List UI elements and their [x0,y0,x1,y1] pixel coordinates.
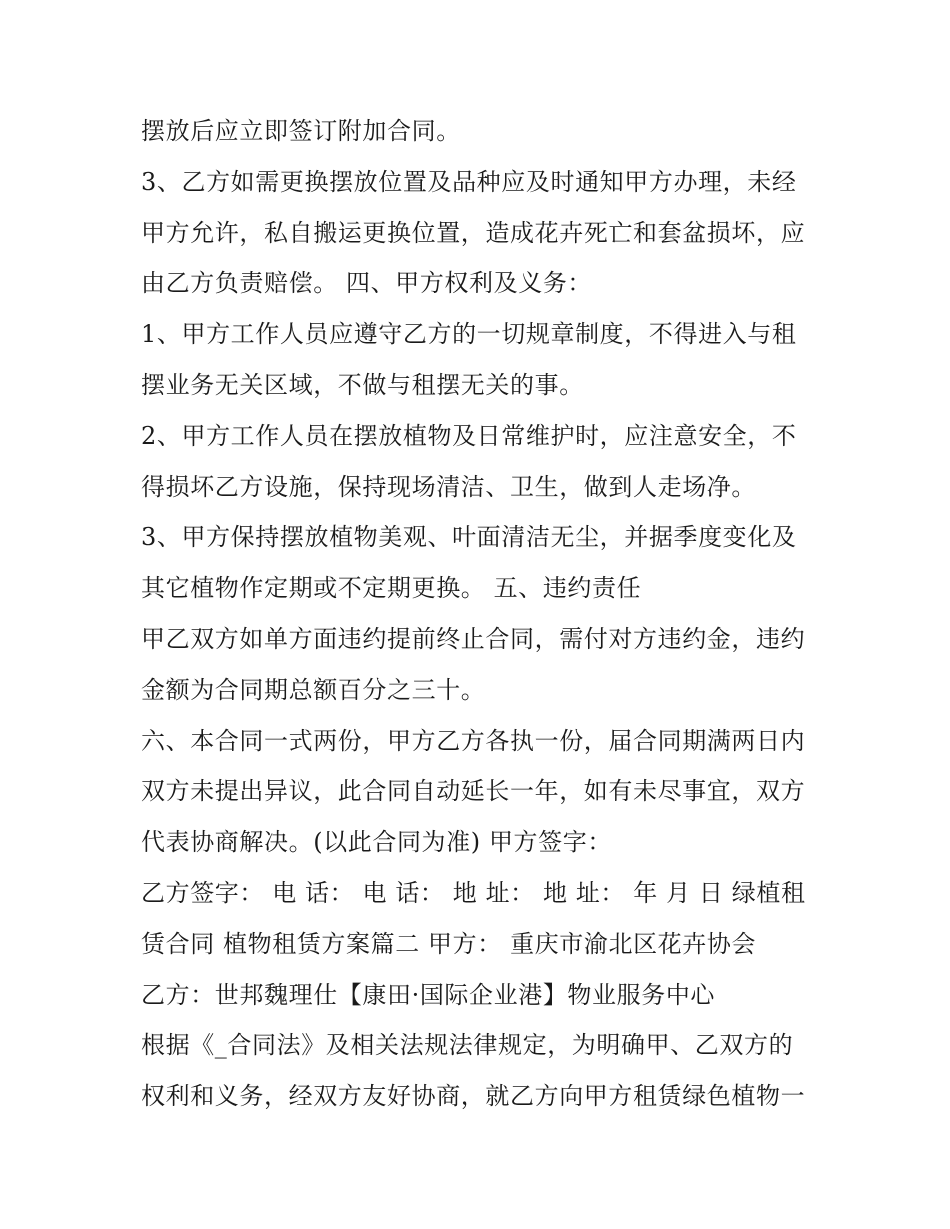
text-line: 赁合同 植物租赁方案篇二 甲方： 重庆市渝北区花卉协会 [141,929,757,958]
text-line: 3、乙方如需更换摆放位置及品种应及时通知甲方办理，未经 [141,167,797,196]
text-line: 甲乙双方如单方面违约提前终止合同，需付对方违约金，违约 [141,624,806,653]
text-line: 乙方签字： 电 话： 电 话： 地 址： 地 址： 年 月 日 绿植租 [141,878,806,907]
text-line: 甲方允许，私自搬运更换位置，造成花卉死亡和套盆损坏，应 [141,218,806,247]
text-line: 3、甲方保持摆放植物美观、叶面清洁无尘，并据季度变化及 [141,523,797,552]
text-line: 双方未提出异议，此合同自动延长一年，如有未尽事宜，双方 [141,777,806,806]
text-line: 代表协商解决。(以此合同为准) 甲方签字： [141,828,612,857]
text-line: 六、本合同一式两份，甲方乙方各执一份，届合同期满两日内 [141,726,806,755]
text-line: 乙方：世邦魏理仕【康田·国际企业港】物业服务中心 [141,980,716,1009]
document-body [141,106,831,1122]
text-line: 其它植物作定期或不定期更换。 五、违约责任 [141,574,642,603]
text-line: 2、甲方工作人员在摆放植物及日常维护时，应注意安全，不 [141,421,797,450]
text-line: 1、甲方工作人员应遵守乙方的一切规章制度，不得进入与租 [141,320,797,349]
text-line: 根据《_合同法》及相关法规法律规定，为明确甲、乙双方的 [141,1031,794,1060]
text-line: 由乙方负责赔偿。 四、甲方权利及义务： [141,269,593,298]
text-line: 摆放后应立即签订附加合同。 [141,117,461,145]
text-line: 金额为合同期总额百分之三十。 [141,675,486,704]
text-line: 权利和义务，经双方友好协商，就乙方向甲方租赁绿色植物一 [141,1082,806,1111]
text-line: 摆业务无关区域，不做与租摆无关的事。 [141,370,584,399]
text-line: 得损坏乙方设施，保持现场清洁、卫生，做到人走场净。 [141,472,756,501]
